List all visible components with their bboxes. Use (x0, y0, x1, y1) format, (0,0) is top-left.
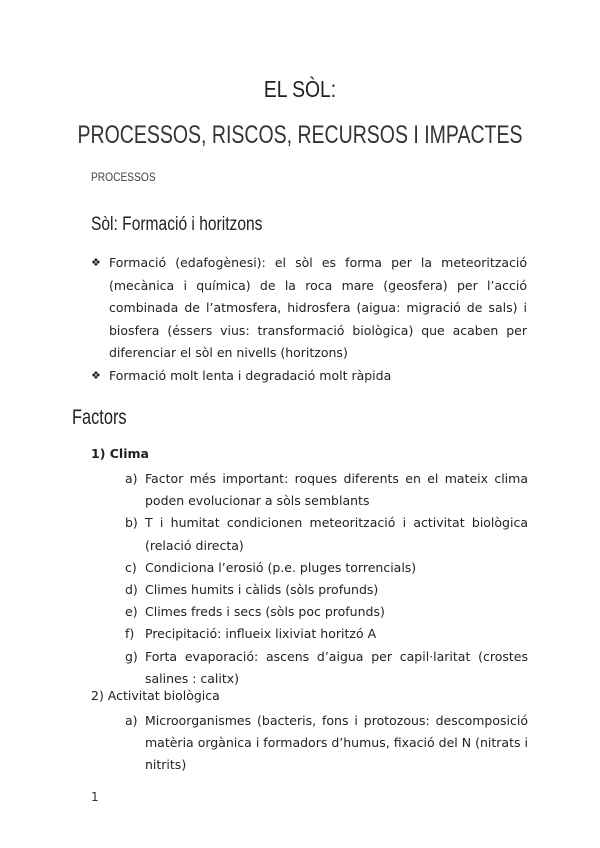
item-letter: g) (125, 648, 138, 664)
bullet-list (91, 252, 527, 388)
item-text: Forta evaporació: ascens d’aigua per capil·laritat (crostes salines : calitx) (145, 648, 528, 686)
bullet-text: Formació molt lenta i degradació molt ràpida (109, 367, 392, 383)
bullet-item (91, 252, 527, 365)
list-item (125, 512, 528, 556)
item-letter: b) (125, 515, 138, 531)
list-item (125, 468, 528, 512)
diamond-bullet-icon: ❖ (91, 256, 101, 269)
page-number: 1 (91, 790, 99, 804)
bullet-text: Formació (edafogènesi): el sòl es forma per la meteorització (mecànica i química) de la roca mare (geosfera) per l’acció combinada de l’atmosfera, hidrosfera (aigua: migració de sals) i biosfera (éssers vius: transformació biològica) que acaben per diferenciar el sòl en nivells (horitzons) (109, 255, 527, 361)
item-text: T i humitat condicionen meteorització i activitat biològica (relació directa) (145, 515, 528, 553)
item-letter: a) (125, 471, 138, 486)
list-item (125, 579, 528, 601)
clima-list (125, 468, 528, 690)
factor-heading-clima: 1) Clima (91, 446, 149, 461)
item-letter: d) (125, 582, 138, 598)
list-item (125, 623, 528, 645)
list-item (125, 710, 528, 777)
item-text: Precipitació: influeix lixiviat horitzó A (145, 626, 377, 642)
factors-heading: Factors (72, 406, 127, 429)
title-line-1: EL SÒL: (263, 76, 337, 102)
bullet-item (91, 365, 527, 388)
section-label: PROCESSOS (91, 170, 156, 184)
item-letter: e) (125, 604, 138, 620)
factor-heading-activitat: 2) Activitat biològica (91, 688, 220, 703)
item-text: Condiciona l’erosió (p.e. pluges torrencials) (145, 559, 417, 575)
diamond-bullet-icon: ❖ (91, 368, 101, 382)
title-line-2: PROCESSOS, RISCOS, RECURSOS I IMPACTES (77, 121, 523, 149)
item-letter: c) (125, 559, 137, 575)
subheading: Sòl: Formació i horitzons (91, 214, 263, 235)
list-item (125, 557, 528, 579)
activitat-list (125, 710, 528, 777)
item-text: Climes freds i secs (sòls poc profunds) (145, 604, 385, 620)
list-item (125, 646, 528, 690)
item-text: Microorganismes (bacteris, fons i protozous: descomposició matèria orgànica i formadors d’humus, fixació del N (nitrats i nitrits) (145, 713, 528, 773)
item-text: Factor més important: roques diferents en el mateix clima poden evolucionar a sòls semblants (145, 471, 528, 509)
item-text: Climes humits i càlids (sòls profunds) (145, 582, 379, 598)
item-letter: f) (125, 626, 135, 642)
item-letter: a) (125, 713, 138, 728)
list-item (125, 601, 528, 623)
